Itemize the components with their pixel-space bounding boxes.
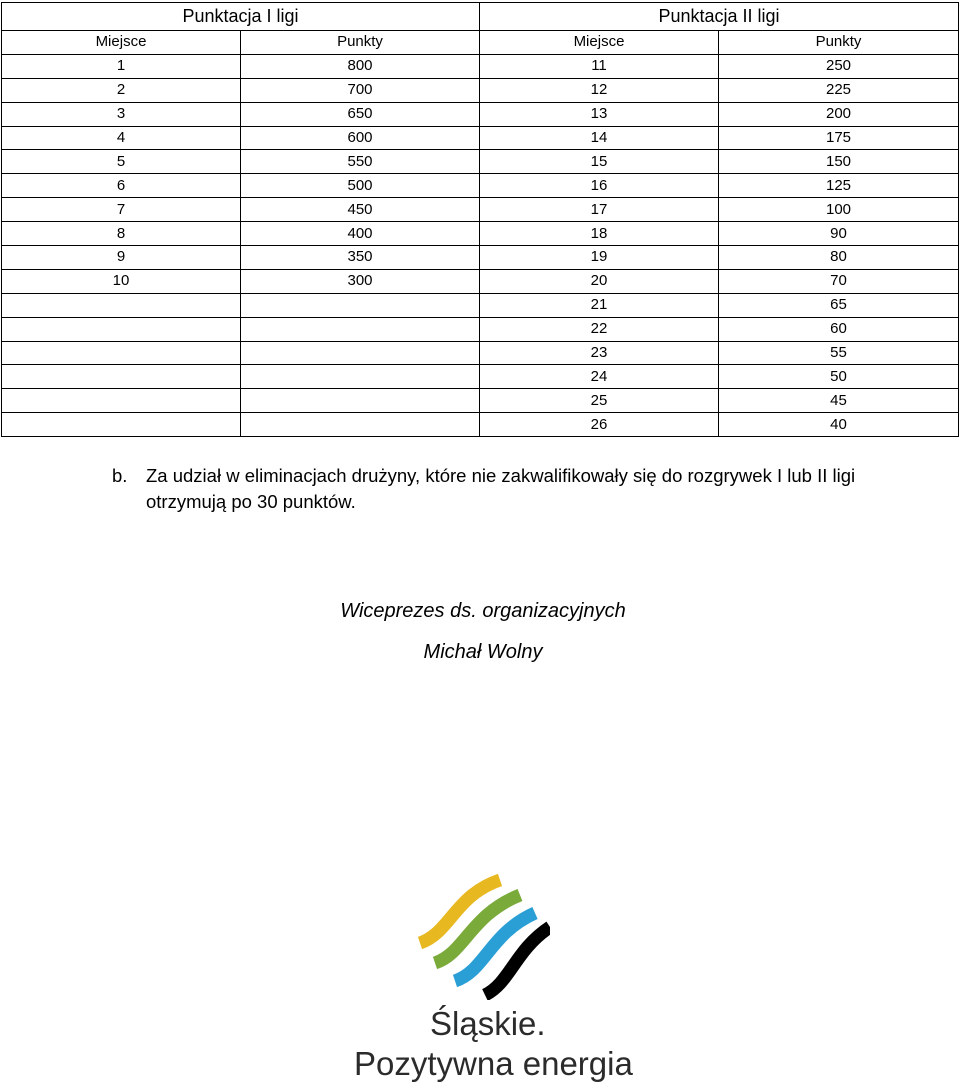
cell-place-2: 14: [480, 126, 719, 150]
table-row: [2, 269, 959, 293]
cell-points-2: 70: [719, 269, 959, 293]
cell-points-2: 250: [719, 54, 959, 78]
table-row: [2, 198, 959, 222]
cell-points-1: 700: [241, 78, 480, 102]
cell-place-2: 25: [480, 389, 719, 413]
table-row: [2, 317, 959, 341]
cell-points-2: 125: [719, 174, 959, 198]
note-marker: b.: [112, 465, 128, 486]
table-row: [2, 54, 959, 78]
cell-points-2: 175: [719, 126, 959, 150]
cell-place-1: 1: [2, 54, 241, 78]
cell-place-2: 13: [480, 102, 719, 126]
participation-note: [112, 463, 952, 515]
cell-place-2: 17: [480, 198, 719, 222]
cell-place-1: 8: [2, 222, 241, 246]
cell-place-1: 4: [2, 126, 241, 150]
cell-place-2: 18: [480, 222, 719, 246]
cell-points-1: [241, 317, 480, 341]
cell-place-2: 15: [480, 150, 719, 174]
signature-name: Michał Wolny: [423, 641, 543, 663]
cell-place-1: 5: [2, 150, 241, 174]
cell-points-2: 65: [719, 293, 959, 317]
league2-title: Punktacja II ligi: [480, 3, 959, 31]
cell-place-2: 11: [480, 54, 719, 78]
cell-place-2: 22: [480, 317, 719, 341]
col-points-1: Punkty: [241, 31, 480, 55]
table-row: [2, 102, 959, 126]
table-row: [2, 150, 959, 174]
cell-place-1: 7: [2, 198, 241, 222]
cell-place-2: 24: [480, 365, 719, 389]
cell-points-1: [241, 365, 480, 389]
cell-place-1: [2, 389, 241, 413]
cell-place-2: 19: [480, 246, 719, 270]
wave-stripes-icon: [410, 865, 550, 1000]
col-place-2: Miejsce: [480, 31, 719, 55]
cell-points-2: 60: [719, 317, 959, 341]
cell-place-1: 6: [2, 174, 241, 198]
cell-place-1: [2, 413, 241, 437]
cell-points-2: 225: [719, 78, 959, 102]
cell-place-1: 9: [2, 246, 241, 270]
cell-points-1: 400: [241, 222, 480, 246]
cell-points-2: 200: [719, 102, 959, 126]
table-row: [2, 365, 959, 389]
cell-points-2: 45: [719, 389, 959, 413]
cell-points-1: 500: [241, 174, 480, 198]
table-row: [2, 413, 959, 437]
cell-points-2: 90: [719, 222, 959, 246]
column-header-row: [2, 31, 959, 55]
cell-place-1: [2, 317, 241, 341]
logo-line-2: Pozytywna energia: [354, 1045, 633, 1082]
cell-points-1: 550: [241, 150, 480, 174]
cell-points-1: [241, 341, 480, 365]
col-points-2: Punkty: [719, 31, 959, 55]
points-table: [1, 2, 959, 437]
cell-points-1: 300: [241, 269, 480, 293]
table-row: [2, 246, 959, 270]
cell-points-2: 40: [719, 413, 959, 437]
cell-points-2: 100: [719, 198, 959, 222]
cell-points-1: [241, 413, 480, 437]
logo-line-1: Śląskie.: [430, 1005, 546, 1042]
cell-points-2: 55: [719, 341, 959, 365]
cell-place-2: 16: [480, 174, 719, 198]
league-header-row: [2, 3, 959, 31]
table-row: [2, 222, 959, 246]
cell-place-1: [2, 365, 241, 389]
slaskie-logo: [350, 865, 633, 1085]
cell-place-1: 2: [2, 78, 241, 102]
cell-points-1: [241, 293, 480, 317]
cell-points-1: 800: [241, 54, 480, 78]
cell-place-2: 23: [480, 341, 719, 365]
col-place-1: Miejsce: [2, 31, 241, 55]
signature-title: Wiceprezes ds. organizacyjnych: [340, 600, 626, 622]
cell-place-1: [2, 293, 241, 317]
cell-place-2: 12: [480, 78, 719, 102]
note-line-2: otrzymują po 30 punktów.: [146, 491, 356, 512]
cell-points-1: 650: [241, 102, 480, 126]
table-row: [2, 126, 959, 150]
note-line-1: Za udział w eliminacjach drużyny, które nie zakwalifikowały się do rozgrywek I lub II ligi: [146, 465, 856, 486]
league1-title: Punktacja I ligi: [2, 3, 480, 31]
cell-points-1: 450: [241, 198, 480, 222]
cell-points-1: [241, 389, 480, 413]
cell-place-1: [2, 341, 241, 365]
table-row: [2, 341, 959, 365]
cell-points-2: 150: [719, 150, 959, 174]
table-row: [2, 174, 959, 198]
cell-place-1: 10: [2, 269, 241, 293]
cell-points-2: 50: [719, 365, 959, 389]
cell-place-2: 20: [480, 269, 719, 293]
table-row: [2, 293, 959, 317]
cell-points-2: 80: [719, 246, 959, 270]
cell-points-1: 600: [241, 126, 480, 150]
table-row: [2, 78, 959, 102]
cell-place-2: 21: [480, 293, 719, 317]
cell-points-1: 350: [241, 246, 480, 270]
cell-place-1: 3: [2, 102, 241, 126]
table-row: [2, 389, 959, 413]
cell-place-2: 26: [480, 413, 719, 437]
